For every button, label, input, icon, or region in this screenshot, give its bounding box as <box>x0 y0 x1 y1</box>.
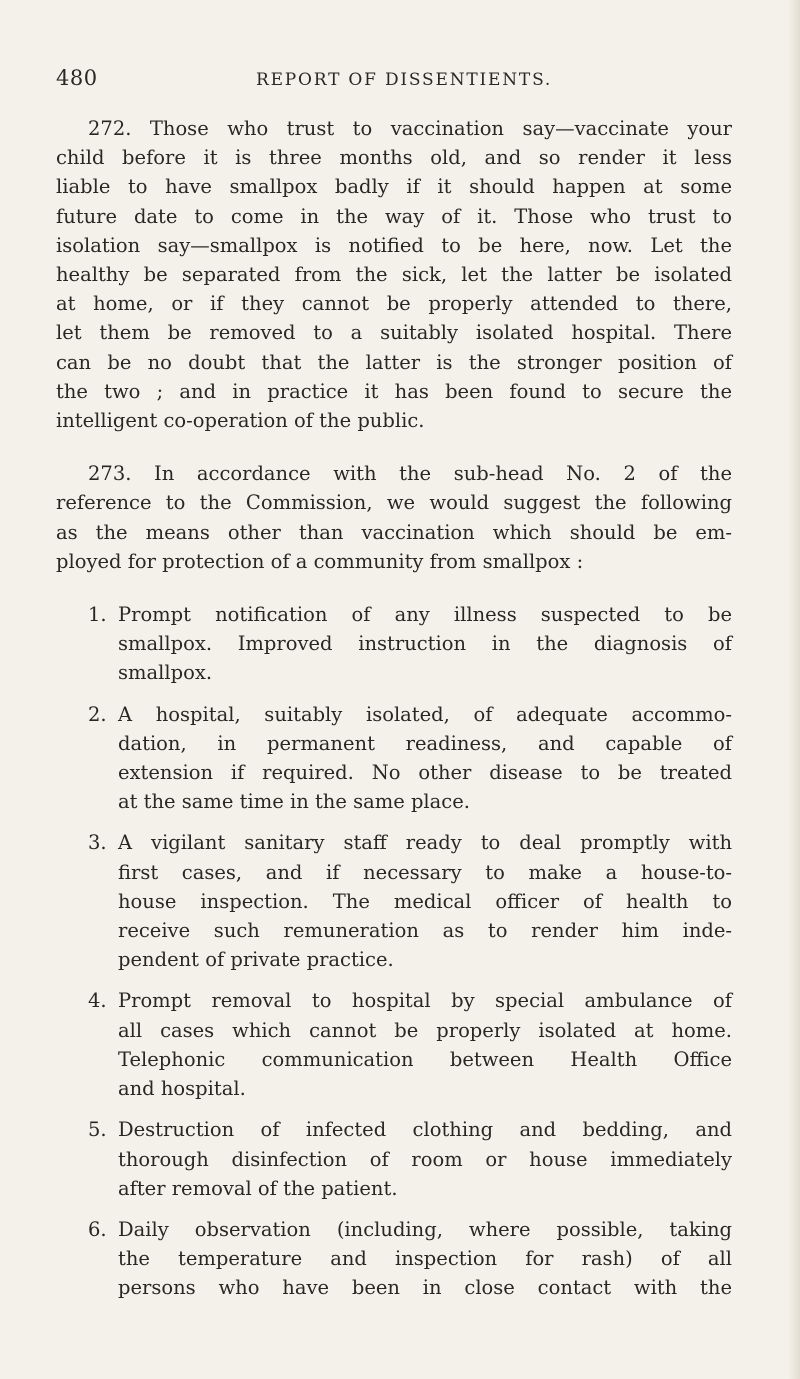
list-item-line: Prompt removal to hospital by special ambulance of <box>118 989 732 1013</box>
list-item-body <box>118 700 732 817</box>
paragraph-272-line: intelligent co-operation of the public. <box>56 409 425 433</box>
list-item-body <box>118 1215 732 1303</box>
paragraph-273-line: as the means other than vaccination which should be em- <box>56 520 732 544</box>
paragraph-273 <box>56 459 732 576</box>
list-item-line: smallpox. Improved instruction in the diagnosis of <box>118 632 732 656</box>
paragraph-272-line: future date to come in the way of it. Those who trust to <box>56 204 732 228</box>
list-item-line: all cases which cannot be properly isolated at home. <box>118 1018 732 1042</box>
list-item-line: first cases, and if necessary to make a house-to- <box>118 860 732 884</box>
list-item-line: thorough disinfection of room or house immediately <box>118 1147 732 1171</box>
list-item-line: Daily observation (including, where possible, taking <box>118 1217 732 1241</box>
paragraph-272-line: healthy be separated from the sick, let the latter be isolated <box>56 263 732 287</box>
list-item-line: pendent of private practice. <box>118 948 394 972</box>
list-item <box>56 1215 732 1303</box>
paragraph-272-line: at home, or if they cannot be properly attended to there, <box>56 292 732 316</box>
page-edge-shadow <box>788 0 800 1379</box>
list-item-body <box>118 828 732 974</box>
list-item-number: 1. <box>88 603 107 627</box>
paragraph-272-line: 272. Those who trust to vaccination say—vaccinate your <box>88 117 732 140</box>
list-item-number: 2. <box>88 702 107 726</box>
list-item-number: 4. <box>88 989 107 1013</box>
list-item-line: Prompt notification of any illness suspected to be <box>118 603 732 627</box>
list-item-line: A hospital, suitably isolated, of adequate accommo- <box>118 702 732 726</box>
protection-measures-list <box>56 600 732 1302</box>
list-item <box>56 1115 732 1203</box>
paragraph-273-line: reference to the Commission, we would suggest the following <box>56 491 732 515</box>
list-item-line: dation, in permanent readiness, and capable of <box>118 731 732 755</box>
paragraph-272-line: can be no doubt that the latter is the stronger position of <box>56 350 732 374</box>
list-item-line: persons who have been in close contact with the <box>118 1276 732 1300</box>
list-item <box>56 986 732 1103</box>
list-item-line: house inspection. The medical officer of health to <box>118 889 732 913</box>
list-item-line: the temperature and inspection for rash) of all <box>118 1247 732 1271</box>
running-head <box>56 66 732 102</box>
paragraph-272-line: liable to have smallpox badly if it should happen at some <box>56 175 732 199</box>
list-item <box>56 828 732 974</box>
paragraph-272-line: isolation say—smallpox is notified to be here, now. Let the <box>56 233 732 257</box>
list-item-line: smallpox. <box>118 661 213 685</box>
list-item-number: 3. <box>88 831 107 855</box>
list-item-line: and hospital. <box>118 1077 246 1101</box>
list-item-body <box>118 600 732 688</box>
list-item-line: after removal of the patient. <box>118 1176 398 1200</box>
list-item-line: extension if required. No other disease to be treated <box>118 761 732 785</box>
page-number: 480 <box>56 66 98 90</box>
paragraph-273-line: ployed for protection of a community from smallpox : <box>56 549 584 573</box>
list-item-number: 6. <box>88 1217 107 1241</box>
list-item-line: Destruction of infected clothing and bedding, and <box>118 1118 732 1142</box>
list-item-body <box>118 1115 732 1203</box>
paragraph-272 <box>56 114 732 435</box>
list-item-body <box>118 986 732 1103</box>
list-item-line: Telephonic communication between Health Office <box>118 1047 732 1071</box>
list-item-line: A vigilant sanitary staff ready to deal promptly with <box>118 831 732 855</box>
paragraph-273-line: 273. In accordance with the sub-head No. 2 of the <box>88 462 732 486</box>
list-item-number: 5. <box>88 1118 107 1142</box>
list-item-line: receive such remuneration as to render him inde- <box>118 919 732 943</box>
list-item <box>56 600 732 688</box>
paragraph-272-line: the two ; and in practice it has been found to secure the <box>56 379 732 403</box>
list-item-line: at the same time in the same place. <box>118 790 470 814</box>
running-title: REPORT OF DISSENTIENTS. <box>256 70 553 90</box>
paragraph-272-line: let them be removed to a suitably isolated hospital. There <box>56 321 732 345</box>
list-item <box>56 700 732 817</box>
paragraph-272-line: child before it is three months old, and so render it less <box>56 146 732 170</box>
